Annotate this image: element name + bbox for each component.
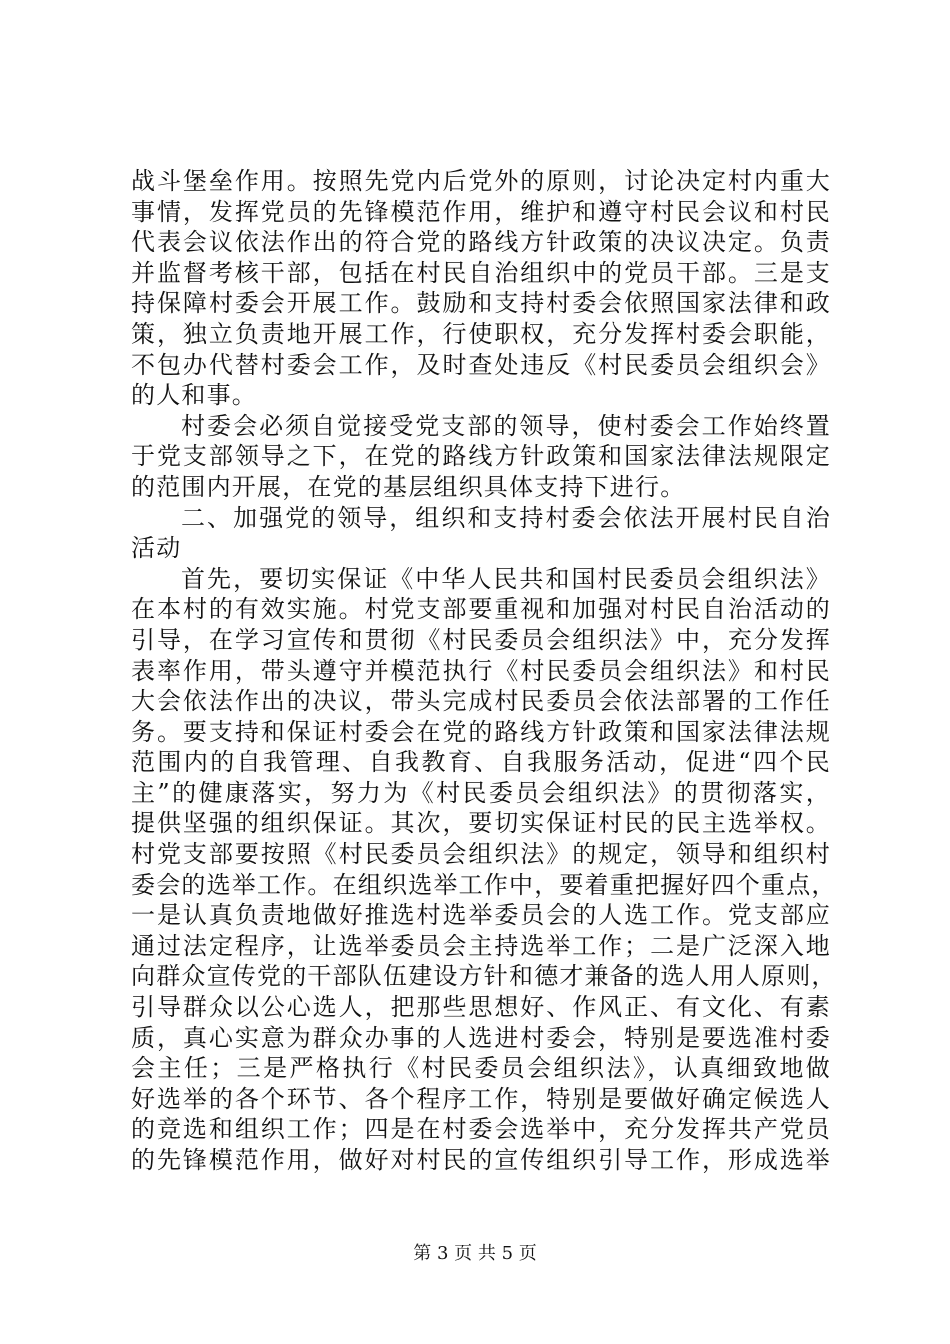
text-line: 主”的健康落实，努力为《村民委员会组织法》的贯彻落实， — [131, 778, 831, 807]
text-line: 向群众宣传党的干部队伍建设方针和德才兼备的选人用人原则， — [131, 962, 837, 991]
text-line: 引导，在学习宣传和贯彻《村民委员会组织法》中，充分发挥 — [131, 625, 831, 654]
text-line: 范围内的自我管理、自我教育、自我服务活动，促进“四个民 — [131, 748, 831, 777]
paragraph-start-line: 村委会必须自觉接受党支部的领导，使村委会工作始终置 — [181, 411, 831, 440]
text-line: 策，独立负责地开展工作，行使职权，充分发挥村委会职能， — [131, 319, 831, 348]
text-line: 持保障村委会开展工作。鼓励和支持村委会依照国家法律和政 — [131, 289, 831, 318]
text-line: 通过法定程序，让选举委员会主持选举工作；二是广泛深入地 — [131, 931, 831, 960]
text-line: 委会的选举工作。在组织选举工作中，要着重把握好四个重点， — [131, 870, 837, 899]
text-line: 质，真心实意为群众办事的人选进村委会，特别是要选准村委 — [131, 1023, 831, 1052]
text-line: 于党支部领导之下，在党的路线方针政策和国家法律法规限定 — [131, 442, 831, 471]
page-number-footer: 第 3 页 共 5 页 — [413, 1243, 537, 1264]
text-line: 引导群众以公心选人，把那些思想好、作风正、有文化、有素 — [131, 993, 831, 1022]
text-line: 的范围内开展，在党的基层组织具体支持下进行。 — [131, 472, 686, 501]
text-line: 村党支部要按照《村民委员会组织法》的规定，领导和组织村 — [131, 840, 831, 869]
text-line: 好选举的各个环节、各个程序工作，特别是要做好确定候选人 — [131, 1084, 831, 1113]
text-line: 并监督考核干部，包括在村民自治组织中的党员干部。三是支 — [131, 258, 831, 287]
text-line: 事情，发挥党员的先锋模范作用，维护和遵守村民会议和村民 — [131, 197, 831, 226]
text-line: 会主任；三是严格执行《村民委员会组织法》，认真细致地做 — [131, 1054, 831, 1083]
section-heading-line: 二、加强党的领导，组织和支持村委会依法开展村民自治 — [181, 503, 831, 532]
text-line: 不包办代替村委会工作，及时查处违反《村民委员会组织会》 — [131, 350, 831, 379]
text-line: 一是认真负责地做好推选村选举委员会的人选工作。党支部应 — [131, 901, 831, 930]
document-body — [131, 166, 837, 1176]
text-line: 战斗堡垒作用。按照先党内后党外的原则，讨论决定村内重大 — [131, 167, 831, 195]
text-line: 大会依法作出的决议，带头完成村民委员会依法部署的工作任 — [131, 687, 831, 716]
text-line: 代表会议依法作出的符合党的路线方针政策的决议决定。负责 — [131, 228, 831, 257]
text-line: 在本村的有效实施。村党支部要重视和加强对村民自治活动的 — [131, 595, 831, 624]
text-line: 务。要支持和保证村委会在党的路线方针政策和国家法律法规 — [131, 717, 831, 746]
text-line: 表率作用，带头遵守并模范执行《村民委员会组织法》和村民 — [131, 656, 831, 685]
text-line: 的人和事。 — [131, 381, 257, 410]
paragraph-start-line: 首先，要切实保证《中华人民共和国村民委员会组织法》 — [181, 564, 831, 593]
section-heading-line: 活动 — [131, 534, 182, 563]
text-line: 提供坚强的组织保证。其次，要切实保证村民的民主选举权。 — [131, 809, 831, 838]
text-line: 的先锋模范作用，做好对村民的宣传组织引导工作，形成选举 — [131, 1146, 831, 1174]
text-line: 的竞选和组织工作；四是在村委会选举中，充分发挥共产党员 — [131, 1115, 831, 1144]
